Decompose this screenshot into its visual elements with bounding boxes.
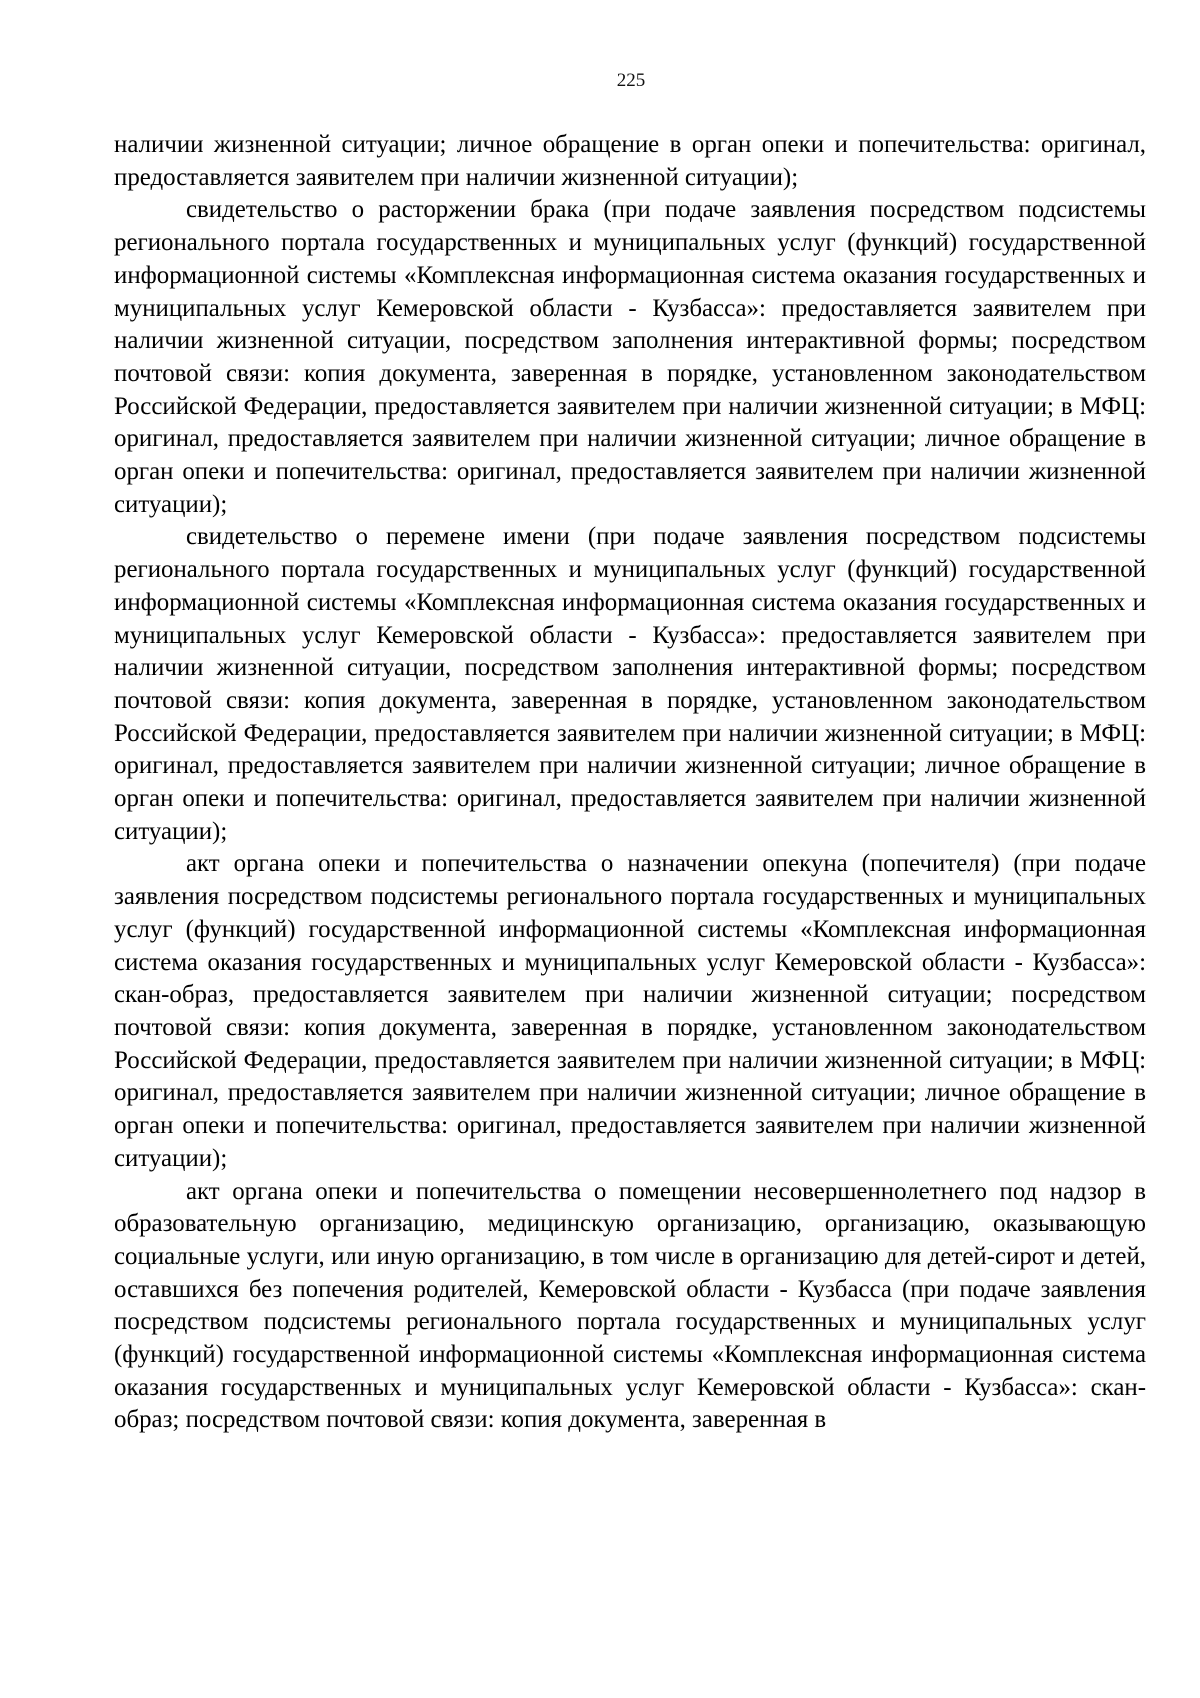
paragraph-continuation: наличии жизненной ситуации; личное обращение в орган опеки и попечительства: оригинал, предоставляется заявителем при наличии жизненной ситуации); — [114, 131, 1146, 191]
paragraph-supervision-placement-act: акт органа опеки и попечительства о помещении несовершеннолетнего под надзор в образовательную организацию, медицинскую организацию, организацию, оказывающую социальные услуги, или иную организацию, в том числе в организацию для детей-сирот и детей, оставшихся без попечения родителей, Кемеровской области - Кузбасса (при подаче заявления посредством подсистемы регионального портала государственных и муниципальных услуг (функций) государственной информационной системы «Комплексная информационная система оказания государственных и муниципальных услуг Кемеровской области - Кузбасса»: скан-образ; посредством почтовой связи: копия документа, заверенная в — [114, 1177, 1146, 1434]
paragraph-name-change-certificate: свидетельство о перемене имени (при подаче заявления посредством подсистемы регионального портала государственных и муниципальных услуг (функций) государственной информационной системы «Комплексная информационная система оказания государственных и муниципальных услуг Кемеровской области - Кузбасса»: предоставляется заявителем при наличии жизненной ситуации, посредством заполнения интерактивной формы; посредством почтовой связи: копия документа, заверенная в порядке, установленном законодательством Российской Федерации, предоставляется заявителем при наличии жизненной ситуации; в МФЦ: оригинал, предоставляется заявителем при наличии жизненной ситуации; личное обращение в орган опеки и попечительства: оригинал, предоставляется заявителем при наличии жизненной ситуации); — [114, 523, 1146, 845]
document-body — [114, 129, 1146, 1437]
paragraph-divorce-certificate: свидетельство о расторжении брака (при подаче заявления посредством подсистемы регионального портала государственных и муниципальных услуг (функций) государственной информационной системы «Комплексная информационная система оказания государственных и муниципальных услуг Кемеровской области - Кузбасса»: предоставляется заявителем при наличии жизненной ситуации, посредством заполнения интерактивной формы; посредством почтовой связи: копия документа, заверенная в порядке, установленном законодательством Российской Федерации, предоставляется заявителем при наличии жизненной ситуации; в МФЦ: оригинал, предоставляется заявителем при наличии жизненной ситуации; личное обращение в орган опеки и попечительства: оригинал, предоставляется заявителем при наличии жизненной ситуации); — [114, 196, 1146, 518]
paragraph-guardian-appointment-act: акт органа опеки и попечительства о назначении опекуна (попечителя) (при подаче заявления посредством подсистемы регионального портала государственных и муниципальных услуг (функций) государственной информационной системы «Комплексная информационная система оказания государственных и муниципальных услуг Кемеровской области - Кузбасса»: скан-образ, предоставляется заявителем при наличии жизненной ситуации; посредством почтовой связи: копия документа, заверенная в порядке, установленном законодательством Российской Федерации, предоставляется заявителем при наличии жизненной ситуации; в МФЦ: оригинал, предоставляется заявителем при наличии жизненной ситуации; личное обращение в орган опеки и попечительства: оригинал, предоставляется заявителем при наличии жизненной ситуации); — [114, 850, 1146, 1172]
page-number: 225 — [616, 70, 646, 91]
